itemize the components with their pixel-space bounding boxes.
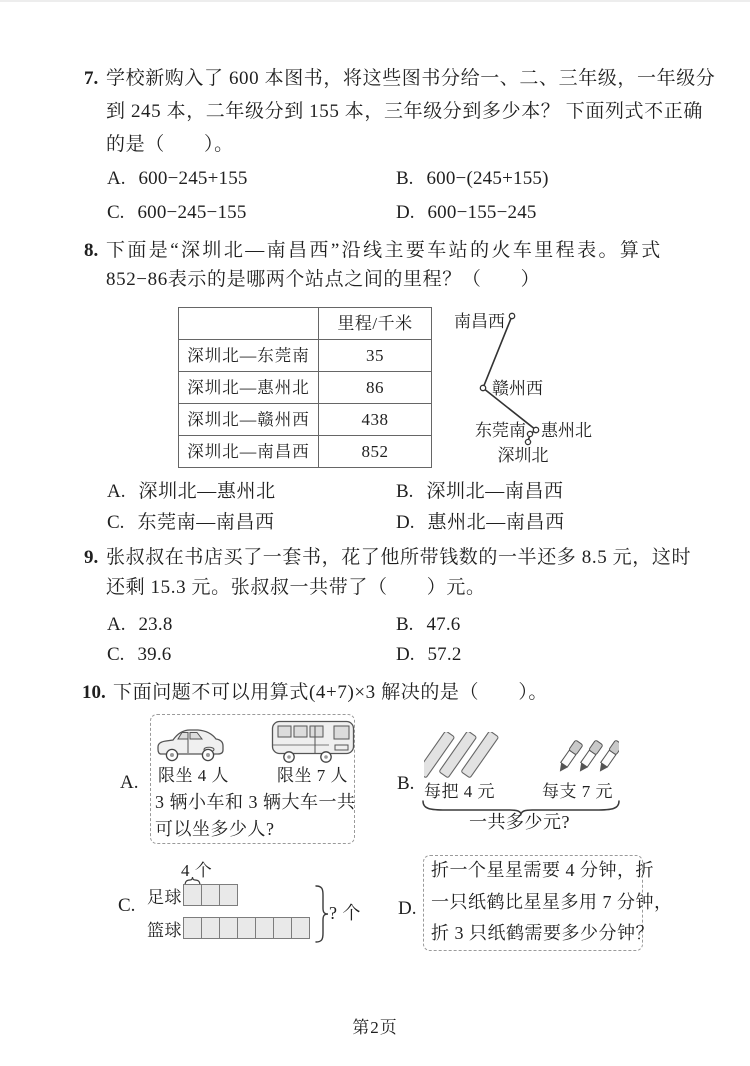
bus-illustration <box>271 718 355 763</box>
rulers-illustration <box>424 732 506 780</box>
option-label: D. <box>398 898 417 919</box>
soccer-bar <box>183 884 238 906</box>
route-map-diagram <box>438 303 613 471</box>
bar-cell <box>219 917 238 939</box>
option-label: C. <box>118 895 136 916</box>
route-cell: 深圳北—南昌西 <box>179 436 319 467</box>
mileage-table <box>178 307 432 468</box>
option-label: C. <box>107 202 125 223</box>
q9-line-2: 还剩 15.3 元。张叔叔一共带了（ ）元。 <box>106 577 486 598</box>
option-label: D. <box>396 644 415 665</box>
km-cell: 86 <box>366 378 384 397</box>
option-text: 惠州北—南昌西 <box>427 512 565 533</box>
station-dot-shenzhenbei <box>525 439 530 444</box>
bar-cell <box>183 884 202 906</box>
scan-edge <box>0 0 750 2</box>
q8-option-d <box>396 510 565 536</box>
q7-number: 7. <box>84 68 99 89</box>
option-text: 23.8 <box>138 614 173 635</box>
q7-option-d <box>396 200 537 226</box>
option-text: 东莞南—南昌西 <box>137 512 275 533</box>
station-dot-ganzhouxi <box>480 385 485 390</box>
bar-cell <box>183 917 202 939</box>
q10-c-brace-label: ? 个 <box>329 903 361 923</box>
q10-number: 10. <box>82 682 106 703</box>
q10-option-c-label <box>118 893 135 919</box>
q10-d-line-2: 一只纸鹤比星星多用 7 分钟， <box>431 892 673 912</box>
station-dot-dongguannan <box>527 431 532 436</box>
q7-option-b <box>396 166 549 192</box>
q10-c-unit-label: 4 个 <box>181 861 213 880</box>
bar-cell <box>237 917 256 939</box>
table-row <box>179 435 431 467</box>
q9-option-d <box>396 642 462 668</box>
option-label: B. <box>396 481 414 502</box>
option-label: B. <box>396 168 414 189</box>
option-label: D. <box>396 202 415 223</box>
option-text: 57.2 <box>427 644 462 665</box>
q9-option-b <box>396 612 461 638</box>
q8-line-2: 852−86表示的是哪两个站点之间的里程？（ ） <box>106 269 541 290</box>
basketball-bar <box>183 917 310 939</box>
station-label-huizhoubei: 惠州北 <box>541 421 592 440</box>
q7-line-1: 学校新购入了 600 本图书，将这些图书分给一、二、三年级，一年级分 <box>106 68 716 89</box>
bar-cell <box>201 917 220 939</box>
q10-line: 下面问题不可以用算式(4+7)×3 解决的是（ ）。 <box>113 682 549 703</box>
option-text: 600−245+155 <box>138 168 248 189</box>
option-label: B. <box>397 773 415 794</box>
option-text: 600−155−245 <box>427 202 537 223</box>
bar-cell <box>219 884 238 906</box>
option-label: C. <box>107 512 125 533</box>
option-label: C. <box>107 644 125 665</box>
table-header-km: 里程/千米 <box>337 314 413 333</box>
q7-line-2: 到 245 本，二年级分到 155 本，三年级分到多少本？ 下面列式不正确 <box>106 101 703 122</box>
q10-d-line-3: 折 3 只纸鹤需要多少分钟？ <box>431 923 654 943</box>
q9-line-1: 张叔叔在书店买了一套书，花了他所带钱数的一半还多 8.5 元，这时 <box>106 547 692 568</box>
bar-cell <box>255 917 274 939</box>
q8-option-c <box>107 510 275 536</box>
station-label-ganzhouxi: 赣州西 <box>492 379 543 398</box>
table-row <box>179 371 431 403</box>
option-text: 深圳北—惠州北 <box>138 481 276 502</box>
ruler-price-caption: 每把 4 元 <box>424 782 495 801</box>
soccer-row-label: 足球 <box>147 888 182 907</box>
table-row <box>179 339 431 371</box>
q10-b-question: 一共多少元? <box>469 812 570 832</box>
station-dot-huizhoubei <box>533 427 538 432</box>
option-label: D. <box>396 512 415 533</box>
bus-capacity-caption: 限坐 7 人 <box>277 766 348 785</box>
q10-option-b-label <box>397 771 414 797</box>
car-capacity-caption: 限坐 4 人 <box>158 766 229 785</box>
q7-option-a <box>107 166 248 192</box>
q8-option-b <box>396 479 564 505</box>
option-label: A. <box>107 614 126 635</box>
q7-line-3: 的是（ ）。 <box>106 134 234 155</box>
station-label-shenzhenbei: 深圳北 <box>497 446 549 465</box>
q8-line-1: 下面是“深圳北—南昌西”沿线主要车站的火车里程表。算式 <box>106 240 663 261</box>
bar-cell <box>201 884 220 906</box>
q10-option-d-label <box>398 896 416 922</box>
bar-cell <box>291 917 310 939</box>
option-label: B. <box>396 614 414 635</box>
km-cell: 35 <box>366 346 384 365</box>
q10-a-text-2: 可以坐多少人? <box>155 819 275 839</box>
pen-price-caption: 每支 7 元 <box>542 782 613 801</box>
q9-number: 9. <box>84 547 99 568</box>
car-illustration <box>157 721 225 763</box>
q8-option-a <box>107 479 276 505</box>
basketball-row-label: 篮球 <box>147 921 182 940</box>
option-text: 600−(245+155) <box>426 168 549 189</box>
option-text: 深圳北—南昌西 <box>426 481 564 502</box>
option-label: A. <box>107 481 126 502</box>
table-header-empty <box>179 308 319 339</box>
q7-option-c <box>107 200 247 226</box>
km-cell: 438 <box>361 410 389 429</box>
table-row <box>179 403 431 435</box>
station-dot-nanchangxi <box>509 313 514 318</box>
q10-option-a-label <box>120 770 138 796</box>
station-label-nanchangxi: 南昌西 <box>454 312 505 331</box>
km-cell: 852 <box>361 442 389 461</box>
q10-d-line-1: 折一个星星需要 4 分钟，折 <box>431 860 654 880</box>
q8-number: 8. <box>84 240 99 261</box>
route-cell: 深圳北—东莞南 <box>179 340 319 371</box>
q9-option-c <box>107 642 172 668</box>
q10-a-text-1: 3 辆小车和 3 辆大车一共 <box>155 792 356 812</box>
option-text: 47.6 <box>426 614 461 635</box>
option-label: A. <box>120 772 139 793</box>
bar-cell <box>273 917 292 939</box>
option-label: A. <box>107 168 126 189</box>
station-label-dongguannan: 东莞南 <box>475 421 526 440</box>
route-cell: 深圳北—惠州北 <box>179 372 319 403</box>
table-header-row <box>179 308 431 339</box>
pens-illustration <box>555 731 619 775</box>
q9-option-a <box>107 612 173 638</box>
page-number: 第2页 <box>352 1018 398 1037</box>
option-text: 39.6 <box>137 644 172 665</box>
option-text: 600−245−155 <box>137 202 247 223</box>
route-cell: 深圳北—赣州西 <box>179 404 319 435</box>
total-count-brace <box>315 885 329 943</box>
